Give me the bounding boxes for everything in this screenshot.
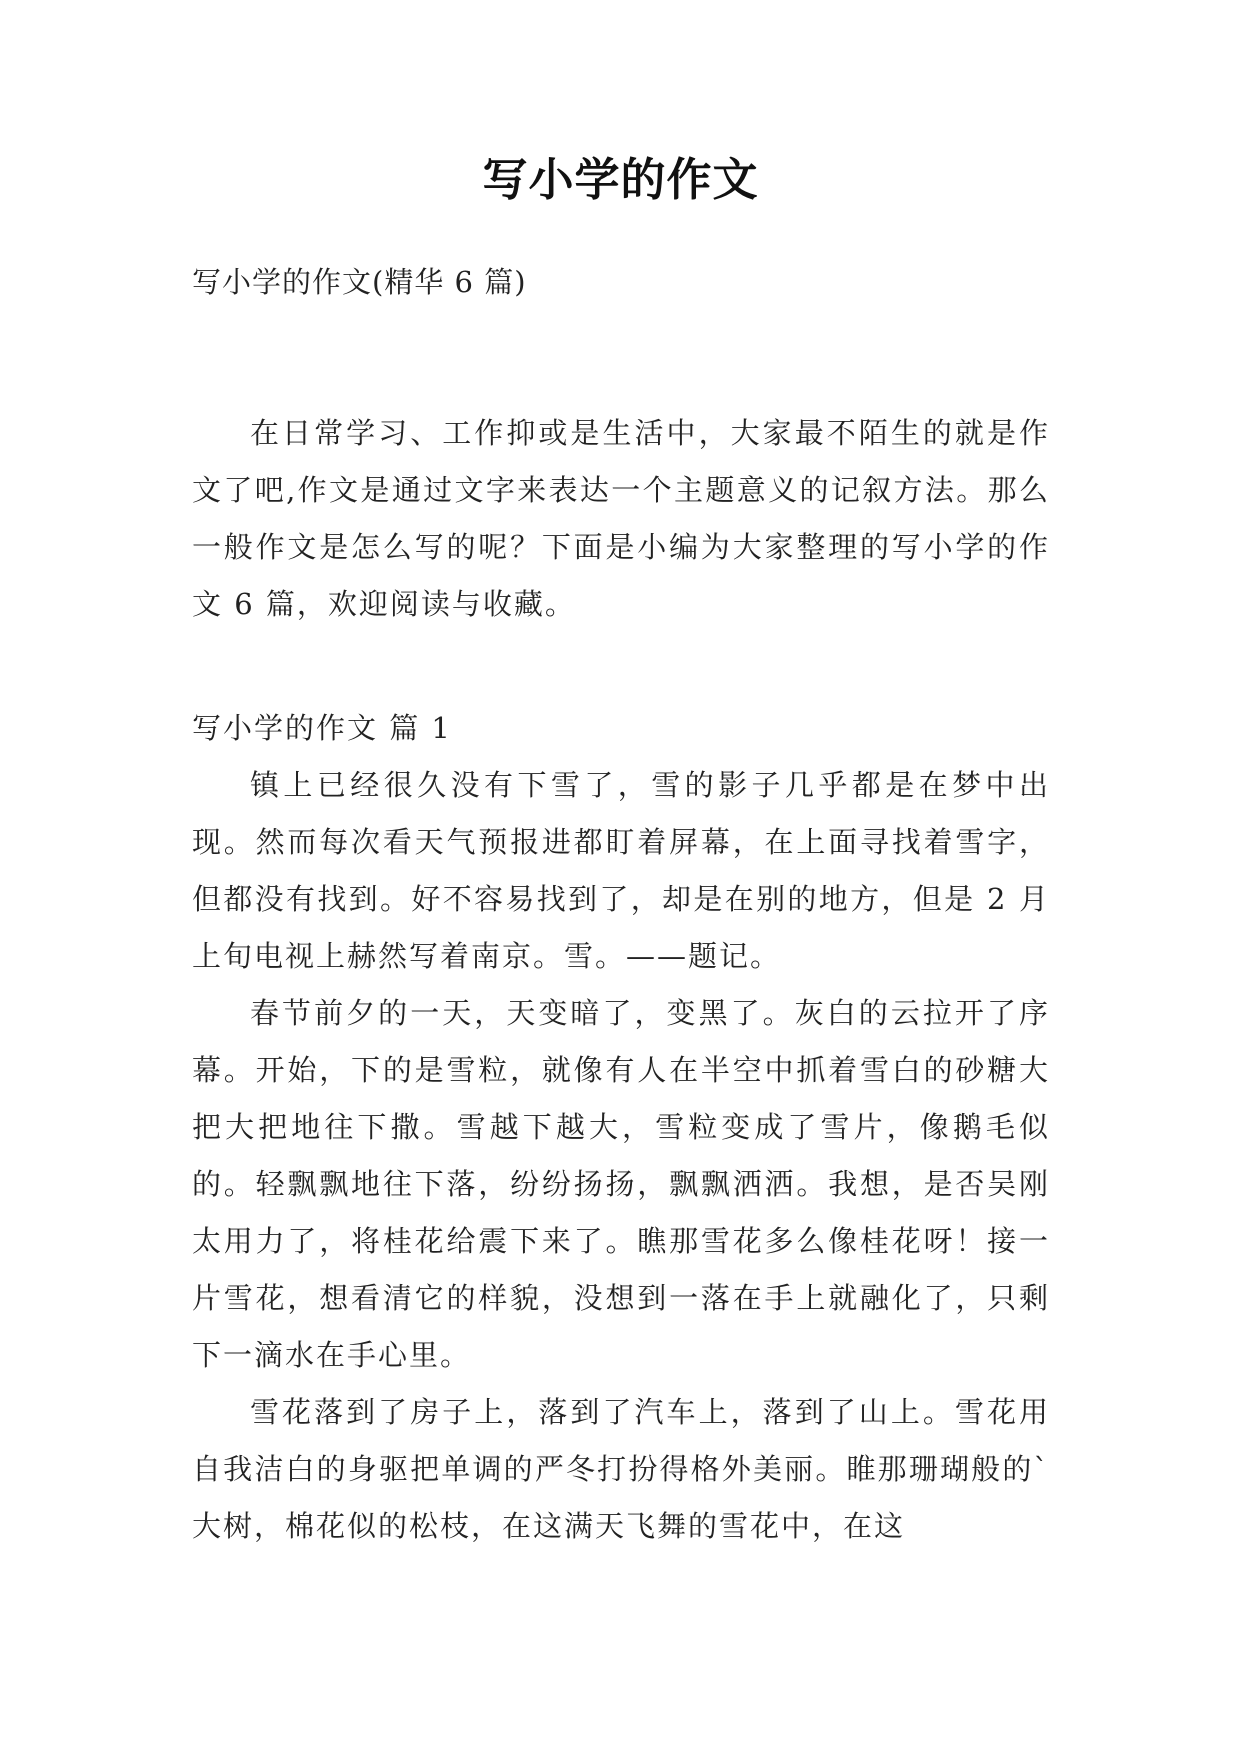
section-paragraph: 春节前夕的一天，天变暗了，变黑了。灰白的云拉开了序幕。开始，下的是雪粒，就像有人在半空中抓着雪白的砂糖大把大把地往下撒。雪越下越大，雪粒变成了雪片，像鹅毛似的。轻飘飘地往下落，纷纷扬扬，飘飘洒洒。我想，是否吴刚太用力了，将桂花给震下来了。瞧那雪花多么像桂花呀！接一片雪花，想看清它的样貌，没想到一落在手上就融化了，只剩下一滴水在手心里。	[192, 996, 1050, 1372]
section-1	[192, 700, 1050, 1555]
section-paragraph: 镇上已经很久没有下雪了，雪的影子几乎都是在梦中出现。然而每次看天气预报进都盯着屏幕，在上面寻找着雪字，但都没有找到。好不容易找到了，却是在别的地方，但是 2 月上旬电视上赫然写着南京。雪。——题记。	[192, 768, 1050, 973]
document-title: 写小学的作文	[482, 153, 759, 206]
document-subtitle: 写小学的作文(精华 6 篇)	[192, 265, 527, 299]
intro-paragraph: 在日常学习、工作抑或是生活中，大家最不陌生的就是作文了吧,作文是通过文字来表达一个主题意义的记叙方法。那么一般作文是怎么写的呢？下面是小编为大家整理的写小学的作文 6 篇，欢迎阅读与收藏。	[192, 416, 1050, 621]
section-paragraph: 雪花落到了房子上，落到了汽车上，落到了山上。雪花用自我洁白的身驱把单调的严冬打扮得格外美丽。睢那珊瑚般的`大树，棉花似的松枝，在这满天飞舞的雪花中，在这	[192, 1395, 1050, 1543]
intro-block	[192, 405, 1050, 633]
section-heading: 写小学的作文 篇 1	[192, 711, 452, 745]
